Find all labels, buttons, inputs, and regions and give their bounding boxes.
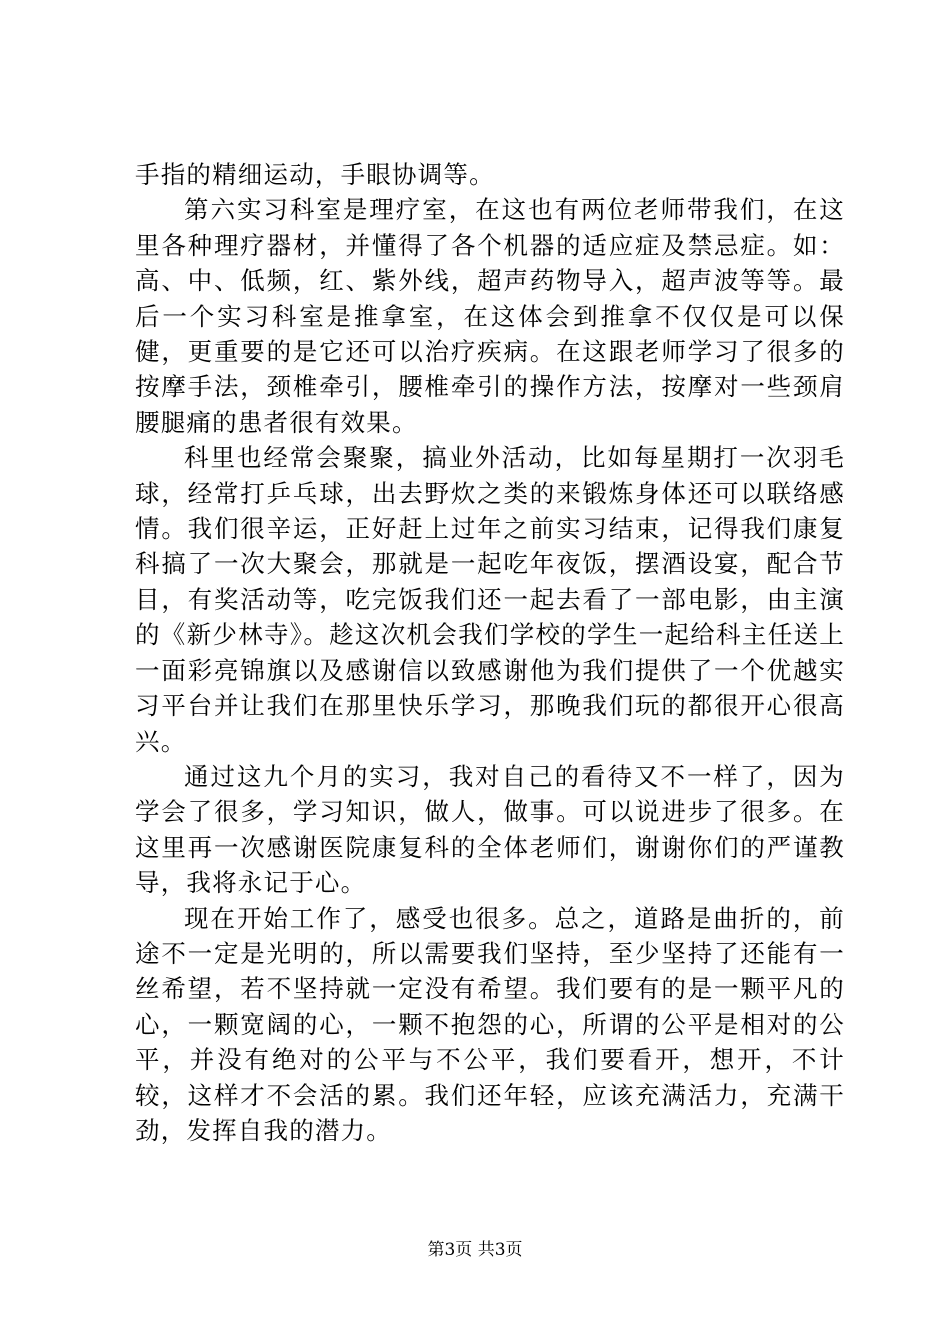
page-footer: 第3页 共3页 [427, 1240, 523, 1260]
document-body [135, 157, 845, 1148]
paragraph-2: 第六实习科室是理疗室，在这也有两位老师带我们，在这里各种理疗器材，并懂得了各个机器的适应症及禁忌症。如：高、中、低频，红、紫外线，超声药物导入，超声波等等。最后一个实习科室是推拿室，在这体会到推拿不仅仅是可以保健，更重要的是它还可以治疗疾病。在这跟老师学习了很多的按摩手法，颈椎牵引，腰椎牵引的操作方法，按摩对一些颈肩腰腿痛的患者很有效果。 [135, 195, 845, 437]
paragraph-3: 科里也经常会聚聚，搞业外活动，比如每星期打一次羽毛球，经常打乒乓球，出去野炊之类的来锻炼身体还可以联络感情。我们很辛运，正好赶上过年之前实习结束，记得我们康复科搞了一次大聚会，那就是一起吃年夜饭，摆酒设宴，配合节目，有奖活动等，吃完饭我们还一起去看了一部电影，由主演的《新少林寺》。趁这次机会我们学校的学生一起给科主任送上一面彩亮锦旗以及感谢信以致感谢他为我们提供了一个优越实习平台并让我们在那里快乐学习，那晚我们玩的都很开心很高兴。 [135, 443, 845, 756]
paragraph-4: 通过这九个月的实习，我对自己的看待又不一样了，因为学会了很多，学习知识，做人，做事。可以说进步了很多。在这里再一次感谢医院康复科的全体老师们，谢谢你们的严谨教导，我将永记于心。 [135, 761, 845, 898]
paragraph-1: 手指的精细运动，手眼协调等。 [135, 160, 495, 189]
paragraph-5: 现在开始工作了，感受也很多。总之，道路是曲折的，前途不一定是光明的，所以需要我们坚持，至少坚持了还能有一丝希望，若不坚持就一定没有希望。我们要有的是一颗平凡的心，一颗宽阔的心，一颗不抱怨的心，所谓的公平是相对的公平，并没有绝对的公平与不公平，我们要看开，想开，不计较，这样才不会活的累。我们还年轻，应该充满活力，充满干劲，发挥自我的潜力。 [135, 903, 845, 1145]
